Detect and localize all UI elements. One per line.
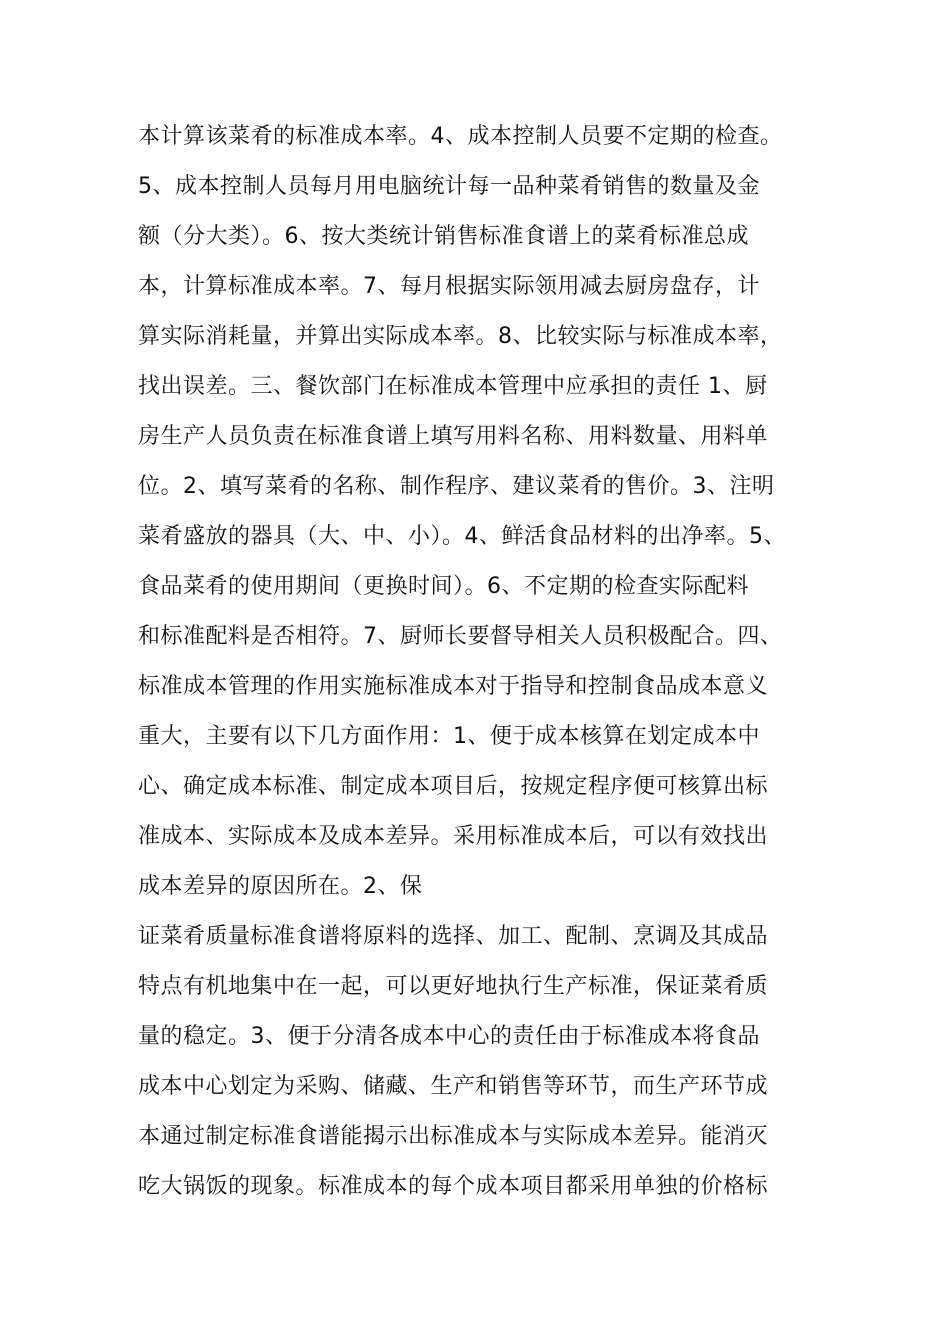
text-line: 准成本、实际成本及成本差异。采用标准成本后，可以有效找出 bbox=[138, 824, 769, 849]
text-line: 本计算该菜肴的标准成本率。4、成本控制人员要不定期的检查。 bbox=[138, 124, 783, 149]
body-text bbox=[138, 112, 818, 1212]
text-line: 心、确定成本标准、制定成本项目后，按规定程序便可核算出标 bbox=[138, 774, 769, 799]
text-line: 证菜肴质量标准食谱将原料的选择、加工、配制、烹调及其成品 bbox=[138, 924, 769, 949]
text-line: 吃大锅饭的现象。标准成本的每个成本项目都采用单独的价格标 bbox=[138, 1174, 769, 1199]
text-line: 找出误差。三、餐饮部门在标准成本管理中应承担的责任 1、厨 bbox=[138, 374, 768, 399]
text-line: 本，计算标准成本率。7、每月根据实际领用减去厨房盘存，计 bbox=[138, 274, 760, 299]
text-line: 额（分大类）。6、按大类统计销售标准食谱上的菜肴标准总成 bbox=[138, 224, 749, 249]
text-line: 特点有机地集中在一起，可以更好地执行生产标准，保证菜肴质 bbox=[138, 974, 769, 999]
text-line: 食品菜肴的使用期间（更换时间）。6、不定期的检查实际配料 bbox=[138, 574, 749, 599]
text-line: 5、成本控制人员每月用电脑统计每一品种菜肴销售的数量及金 bbox=[138, 174, 760, 199]
text-line: 和标准配料是否相符。7、厨师长要督导相关人员积极配合。四、 bbox=[138, 624, 783, 649]
text-line: 标准成本管理的作用实施标准成本对于指导和控制食品成本意义 bbox=[138, 674, 769, 699]
text-line: 算实际消耗量，并算出实际成本率。8、比较实际与标准成本率， bbox=[138, 324, 783, 349]
text-line: 重大，主要有以下几方面作用：1、便于成本核算在划定成本中 bbox=[138, 724, 760, 749]
text-line: 成本中心划定为采购、储藏、生产和销售等环节，而生产环节成 bbox=[138, 1074, 769, 1099]
text-line: 本通过制定标准食谱能揭示出标准成本与实际成本差异。能消灭 bbox=[138, 1124, 769, 1149]
text-line: 菜肴盛放的器具（大、中、小）。4、鲜活食品材料的出净率。5、 bbox=[138, 524, 786, 549]
text-line: 位。2、填写菜肴的名称、制作程序、建议菜肴的售价。3、注明 bbox=[138, 474, 775, 499]
text-line: 房生产人员负责在标准食谱上填写用料名称、用料数量、用料单 bbox=[138, 424, 769, 449]
text-line: 量的稳定。3、便于分清各成本中心的责任由于标准成本将食品 bbox=[138, 1024, 760, 1049]
text-line: 成本差异的原因所在。2、保 bbox=[138, 874, 423, 899]
